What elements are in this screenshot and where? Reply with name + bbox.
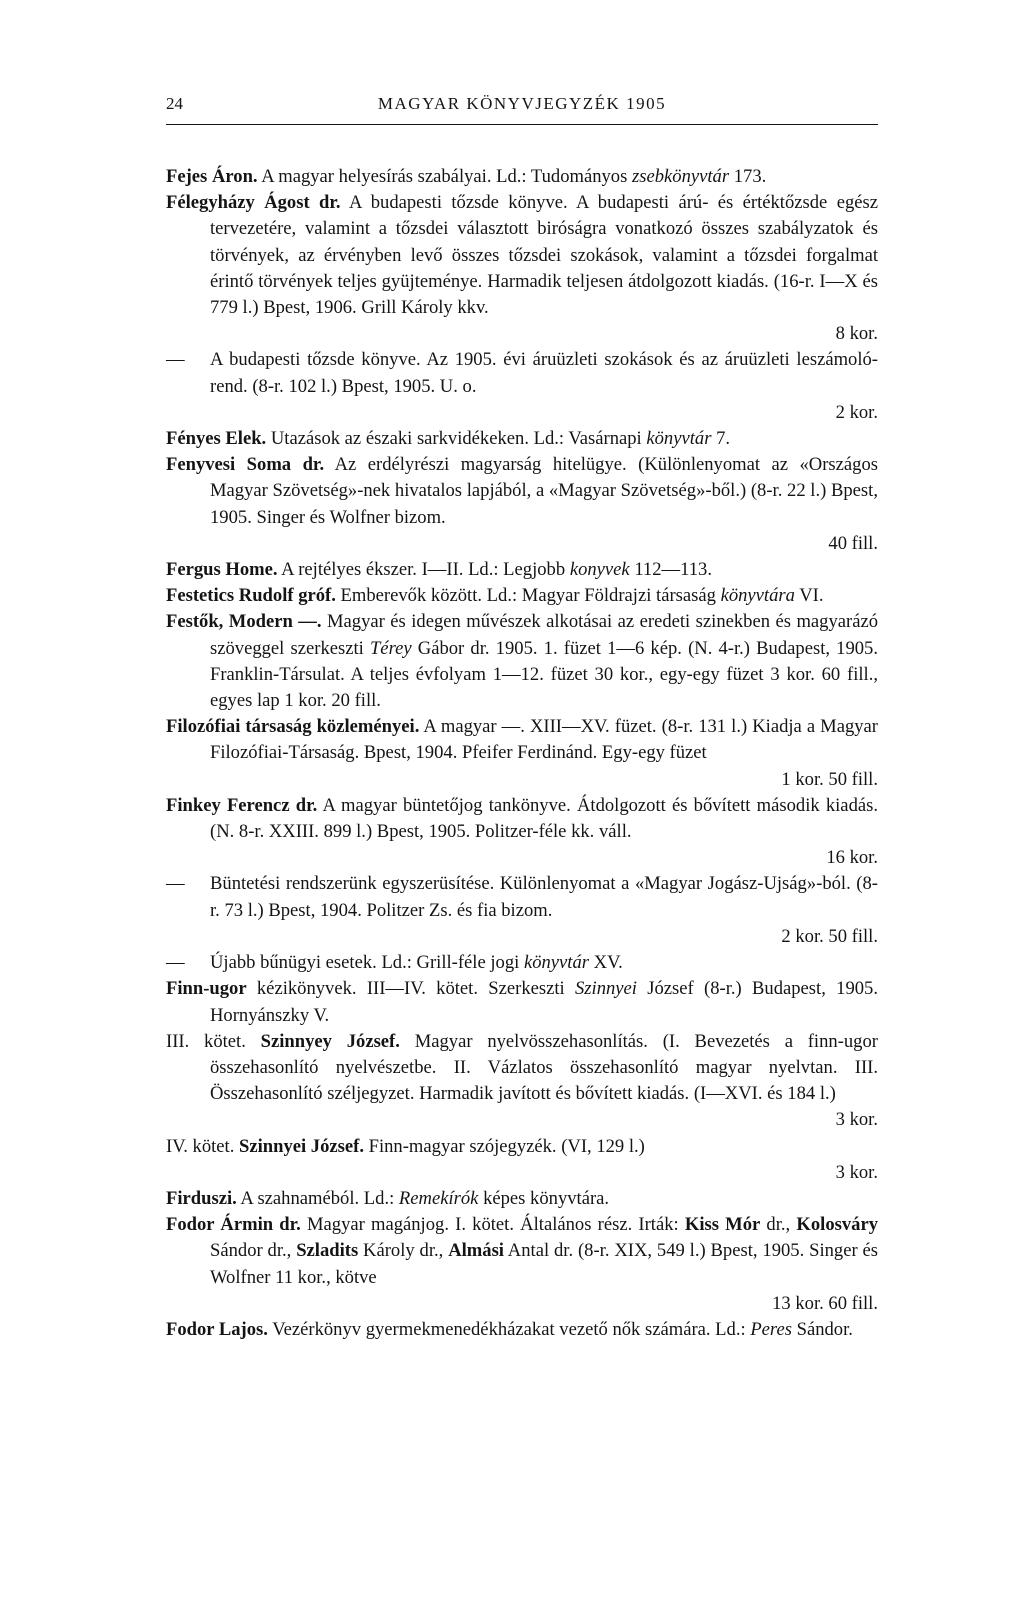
entry-text: József (8-r.) Budapest, 1905. Hornyánszky V.: [210, 978, 878, 1026]
entry-text: dr.,: [760, 1214, 797, 1236]
catalog-entry-continuation: [166, 871, 878, 950]
entry-text: A magyar —. XIII—XV. füzet. (8-r. 131 l.) Kiadja a Magyar Filozófiai-Társaság. Bpest, 1904. Pfeifer Ferdinánd. Egy-egy füzet: [210, 716, 878, 764]
entry-italic: könyvtára: [720, 585, 795, 607]
entry-heading: Fodor Ármin dr.: [166, 1214, 301, 1236]
catalog-subentry: [166, 1029, 878, 1134]
entry-text: VI.: [794, 585, 824, 607]
entry-heading: Filozófiai társaság közleményei.: [166, 716, 420, 738]
catalog-entry: [166, 583, 878, 609]
entry-text: A magyar helyesírás szabályai. Ld.: Tudományos: [257, 166, 632, 187]
catalog-entries: [166, 164, 878, 1343]
entry-text: A rejtélyes ékszer. I—II. Ld.: Legjobb: [277, 559, 570, 581]
entry-dash: —: [166, 952, 185, 974]
entry-heading: Szinnyey József.: [260, 1030, 400, 1052]
header-rule: [166, 124, 878, 125]
catalog-entry-continuation: [166, 950, 878, 976]
entry-text: Antal dr. (8-r. XIX, 549 l.) Bpest, 1905. Singer és Wolfner 11 kor., kötve: [210, 1240, 879, 1288]
entry-text: Sándor dr.,: [210, 1240, 297, 1262]
entry-heading: Fejes Áron.: [166, 166, 258, 187]
entry-price: 13 kor. 60 fill.: [772, 1292, 878, 1314]
entry-italic: Remekírók: [398, 1187, 479, 1209]
entry-price: 16 kor.: [826, 847, 878, 869]
entry-text: Magyar magánjog. I. kötet. Általános rész. Irták:: [300, 1214, 685, 1236]
entry-text: Magyar és idegen művészek alkotásai az eredeti szinekben és magyarázó szöveggel szerkeszti: [210, 611, 878, 659]
entry-heading: Firduszi.: [166, 1187, 237, 1209]
entry-dash: —: [166, 349, 185, 371]
entry-text: Magyar nyelvösszehasonlítás. (I. Bevezetés a finn-ugor összehasonlító nyelvészetbe. II. Vázlatos összehasonlító magyar nyelvtan. III. Összehasonlító széljegyzet. Harmadik javított és bővített kiadás. (I—XVI. és 184 l.): [210, 1030, 878, 1105]
running-head: [166, 90, 878, 120]
entry-italic: könyvtár: [646, 428, 712, 450]
catalog-entry: [166, 1212, 878, 1317]
entry-text: A szahnaméból. Ld.:: [236, 1187, 399, 1209]
entry-text: A budapesti tőzsde könyve. Az 1905. évi áruüzleti szokások és az áruüzleti leszámoló-rend. (8-r. 102 l.) Bpest, 1905. U. o.: [210, 349, 878, 397]
entry-heading: Fényes Elek.: [166, 428, 267, 450]
entry-heading: Finn-ugor: [166, 978, 247, 1000]
entry-text: képes könyvtára.: [478, 1187, 610, 1209]
entry-text: 7.: [711, 428, 731, 450]
entry-text: XV.: [589, 952, 623, 974]
catalog-entry: [166, 557, 878, 583]
entry-price: 8 kor.: [835, 323, 878, 345]
entry-text: Utazások az északi sarkvidékeken. Ld.: Vasárnapi: [266, 428, 647, 450]
entry-text: Az erdélyrészi magyarság hitelügye. (Különlenyomat az «Országos Magyar Szövetség»-nek hivatalos lapjából, a «Magyar Szövetség»-ből.) (8-r. 22 l.) Bpest, 1905. Singer és Wolfner bizom.: [210, 454, 878, 528]
catalog-entry: [166, 714, 878, 793]
entry-text: A magyar büntetőjog tankönyve. Átdolgozott és bővített második kiadás. (N. 8-r. XXIII. 899 l.) Bpest, 1905. Politzer-féle kk. váll.: [210, 794, 878, 843]
entry-text: III. kötet.: [166, 1030, 261, 1052]
catalog-entry: [166, 426, 878, 452]
entry-price: 1 kor. 50 fill.: [781, 768, 878, 790]
entry-text: 112—113.: [629, 559, 712, 581]
page-number: 24: [166, 94, 183, 113]
catalog-entry: [166, 609, 878, 714]
entry-heading: Fodor Lajos.: [166, 1318, 268, 1340]
entry-italic: Peres: [750, 1318, 792, 1340]
entry-text: Gábor dr. 1905. 1. füzet 1—6 kép. (N. 4-r.) Budapest, 1905. Franklin-Társulat. A teljes évfolyam 1—12. füzet 30 kor., egy-egy füzet 3 kor. 60 fill., egyes lap 1 kor. 20 fill.: [210, 637, 878, 712]
entry-text: Büntetési rendszerünk egyszerüsítése. Különlenyomat a «Magyar Jogász-Ujság»-ból. (8-r. 73 l.) Bpest, 1904. Politzer Zs. és fia bizom.: [210, 873, 878, 921]
catalog-entry: [166, 1317, 878, 1343]
entry-heading: Kolosváry: [796, 1214, 878, 1236]
catalog-entry: [166, 190, 878, 347]
entry-italic: Szinnyei: [575, 978, 637, 1000]
running-title: MAGYAR KÖNYVJEGYZÉK 1905: [377, 94, 667, 113]
entry-heading: Fenyvesi Soma dr.: [166, 454, 325, 476]
catalog-subentry: [166, 1134, 878, 1186]
catalog-entry: [166, 1186, 878, 1212]
entry-text: Emberevők között. Ld.: Magyar Földrajzi társaság: [335, 585, 721, 607]
entry-text: Finn-magyar szójegyzék. (VI, 129 l.): [363, 1135, 645, 1157]
catalog-entry: [166, 793, 878, 872]
entry-heading: Finkey Ferencz dr.: [166, 794, 318, 816]
entry-heading: Festetics Rudolf gróf.: [166, 585, 336, 607]
entry-heading: Félegyházy Ágost dr.: [166, 192, 341, 214]
entry-price: 2 kor.: [835, 401, 878, 423]
entry-price: 3 kor.: [835, 1109, 878, 1131]
entry-heading: Szladits: [296, 1240, 359, 1262]
entry-text: Károly dr.,: [358, 1240, 449, 1262]
entry-price: 3 kor.: [835, 1161, 878, 1183]
entry-heading: Kiss Mór: [684, 1214, 761, 1236]
entry-text: Újabb bűnügyi esetek. Ld.: Grill-féle jogi: [210, 952, 524, 974]
entry-text: Vezérkönyv gyermekmenedékházakat vezető nők számára. Ld.:: [267, 1318, 751, 1340]
catalog-entry: [166, 164, 878, 190]
entry-heading: Almási: [448, 1240, 504, 1262]
catalog-entry-continuation: [166, 347, 878, 426]
entry-dash: —: [166, 873, 185, 895]
entry-italic: Térey: [369, 637, 412, 659]
entry-price: 2 kor. 50 fill.: [781, 925, 878, 947]
catalog-entry: [166, 452, 878, 557]
entry-text: 173.: [729, 166, 767, 187]
entry-text: Sándor.: [791, 1318, 853, 1340]
entry-heading: Festők, Modern —.: [166, 611, 322, 633]
entry-italic: konyvek: [569, 559, 630, 581]
entry-text: kézikönyvek. III—IV. kötet. Szerkeszti: [246, 978, 575, 1000]
entry-heading: Szinnyei József.: [239, 1135, 364, 1157]
entry-italic: zsebkönyvtár: [632, 166, 730, 187]
catalog-entry: [166, 976, 878, 1028]
entry-price: 40 fill.: [828, 532, 878, 554]
entry-text: A budapesti tőzsde könyve. A budapesti árú- és értéktőzsde egész tervezetére, valamint a tőzsdei választott biróságra vonatkozó összes szabályzatok és törvények, az érvényben levő összes tőzsdei szokások, valamint a tőzsdei forgalmat érintő törvények teljes gyüjteménye. Harmadik teljesen átdolgozott kiadás. (16-r. I—X és 779 l.) Bpest, 1906. Grill Károly kkv.: [210, 192, 878, 319]
entry-text: IV. kötet.: [166, 1135, 239, 1157]
entry-heading: Fergus Home.: [166, 559, 278, 581]
entry-italic: könyvtár: [523, 952, 590, 974]
